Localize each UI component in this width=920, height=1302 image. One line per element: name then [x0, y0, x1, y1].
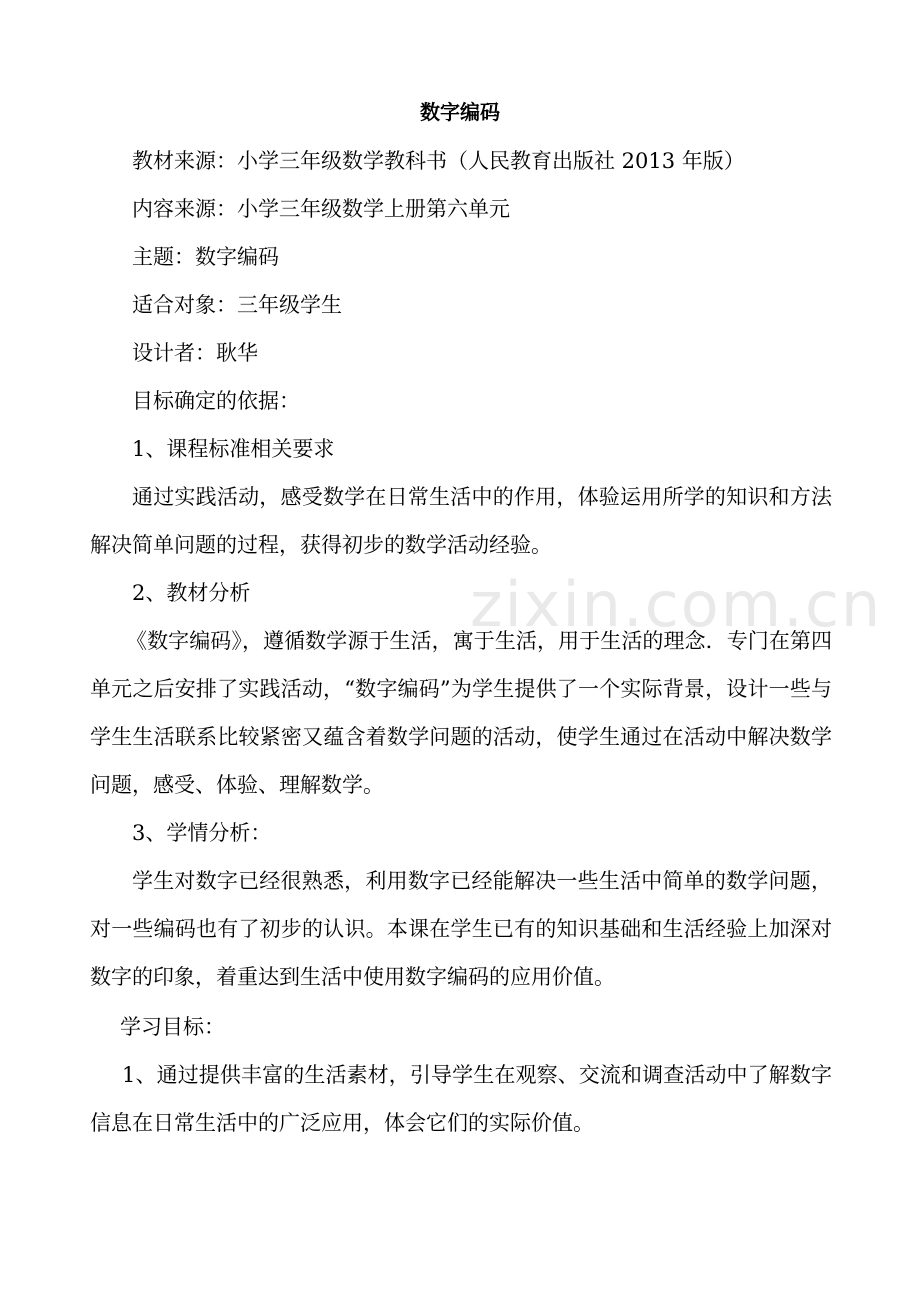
basis-heading: 目标确定的依据：	[132, 389, 300, 413]
section-2-heading: 2、教材分析	[132, 581, 251, 605]
section-3-body: 学生对数字已经很熟悉，利用数字已经能解决一些生活中简单的数学问题，对一些编码也有了初步的认识。本课在学生已有的知识基础和生活经验上加深对数字的印象，着重达到生活中使用数字编码的应用价值。	[90, 869, 832, 989]
section-1-body: 通过实践活动，感受数学在日常生活中的作用，体验运用所学的知识和方法解决简单问题的过程，获得初步的数学活动经验。	[90, 485, 832, 557]
section-2-body: 《数字编码》，遵循数学源于生活，寓于生活，用于生活的理念．专门在第四单元之后安排了实践活动，“数字编码”为学生提供了一个实际背景，设计一些与学生生活联系比较紧密又蕴含着数学问题的活动，使学生通过在活动中解决数学问题，感受、体验、理解数学。	[90, 629, 832, 797]
meta-source-content: 内容来源：小学三年级数学上册第六单元	[132, 197, 510, 221]
goals-heading: 学习目标：	[120, 1015, 225, 1039]
meta-designer: 设计者：耿华	[132, 341, 258, 365]
goal-1: 1、通过提供丰富的生活素材，引导学生在观察、交流和调查活动中了解数字信息在日常生活中的广泛应用，体会它们的实际价值。	[90, 1063, 832, 1135]
meta-audience: 适合对象：三年级学生	[132, 293, 342, 317]
section-1-heading: 1、课程标准相关要求	[132, 437, 335, 461]
meta-source-textbook: 教材来源：小学三年级数学教科书（人民教育出版社 2013 年版）	[132, 149, 745, 173]
section-3-heading: 3、学情分析：	[132, 821, 272, 845]
watermark-text: zixin.com.cn	[470, 568, 883, 641]
meta-topic: 主题：数字编码	[132, 245, 279, 269]
document-title: 数字编码	[420, 100, 500, 124]
